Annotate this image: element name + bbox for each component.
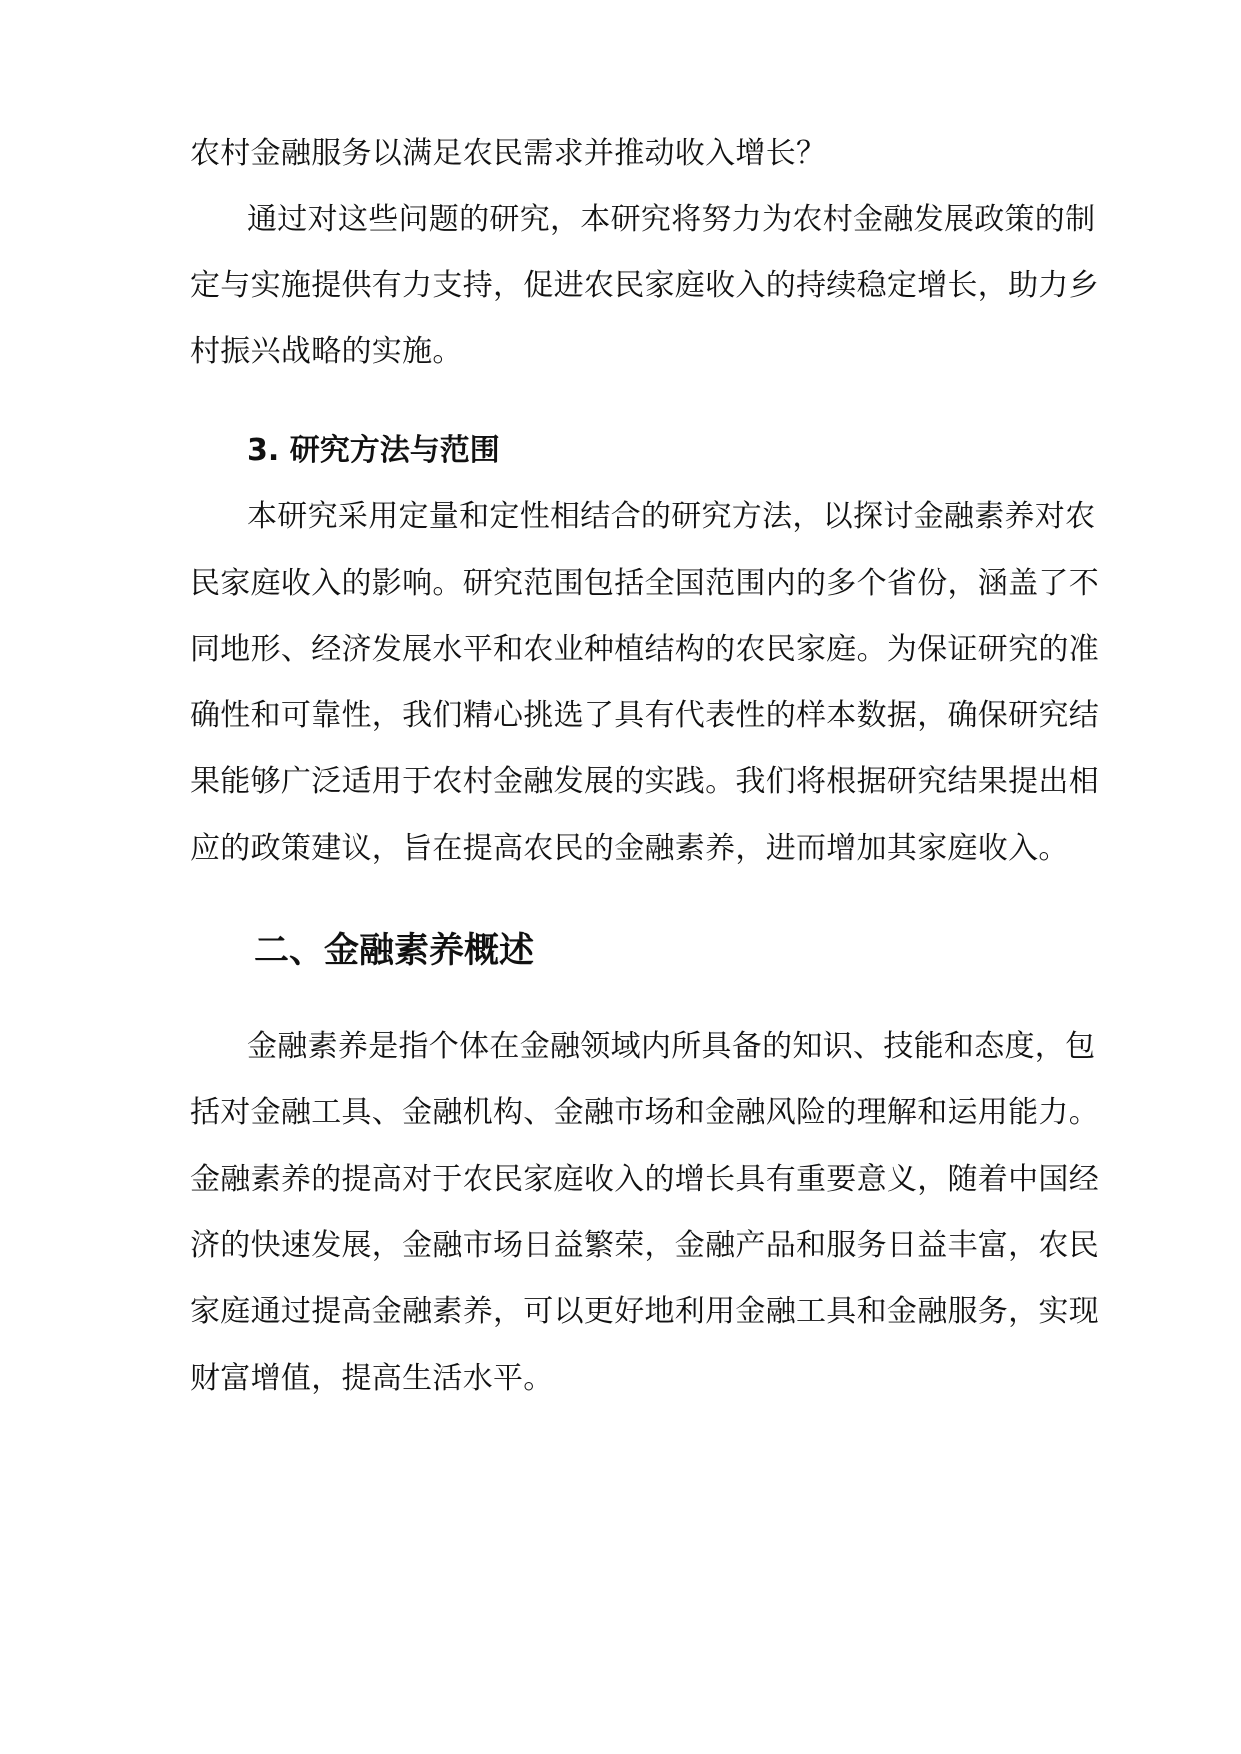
body-text-line: 确性和可靠性，我们精心挑选了具有代表性的样本数据，确保研究结 <box>190 698 1099 733</box>
body-text-line: 家庭通过提高金融素养，可以更好地利用金融工具和金融服务，实现 <box>190 1294 1099 1329</box>
body-text-line: 通过对这些问题的研究，本研究将努力为农村金融发展政策的制 <box>247 202 1096 237</box>
body-text-line: 财富增值，提高生活水平。 <box>190 1361 554 1396</box>
body-text-line: 定与实施提供有力支持，促进农民家庭收入的持续稳定增长，助力乡 <box>190 268 1099 303</box>
body-text-line: 民家庭收入的影响。研究范围包括全国范围内的多个省份，涵盖了不 <box>190 566 1099 601</box>
body-text-line: 本研究采用定量和定性相结合的研究方法，以探讨金融素养对农 <box>247 499 1096 534</box>
body-text-line: 金融素养是指个体在金融领域内所具备的知识、技能和态度，包 <box>247 1029 1096 1064</box>
body-text-line: 济的快速发展，金融市场日益繁荣，金融产品和服务日益丰富，农民 <box>190 1228 1099 1263</box>
chapter-heading: 二、金融素养概述 <box>254 931 535 971</box>
body-text-line: 村振兴战略的实施。 <box>190 334 463 369</box>
body-text-line: 果能够广泛适用于农村金融发展的实践。我们将根据研究结果提出相 <box>190 764 1099 799</box>
body-text-line: 括对金融工具、金融机构、金融市场和金融风险的理解和运用能力。 <box>190 1095 1099 1130</box>
body-text-line: 金融素养的提高对于农民家庭收入的增长具有重要意义，随着中国经 <box>190 1162 1099 1197</box>
body-text-line: 农村金融服务以满足农民需求并推动收入增长？ <box>190 136 827 171</box>
section-heading: 3. 研究方法与范围 <box>247 433 500 468</box>
body-text-line: 同地形、经济发展水平和农业种植结构的农民家庭。为保证研究的准 <box>190 632 1099 667</box>
body-text-line: 应的政策建议，旨在提高农民的金融素养，进而增加其家庭收入。 <box>190 831 1069 866</box>
